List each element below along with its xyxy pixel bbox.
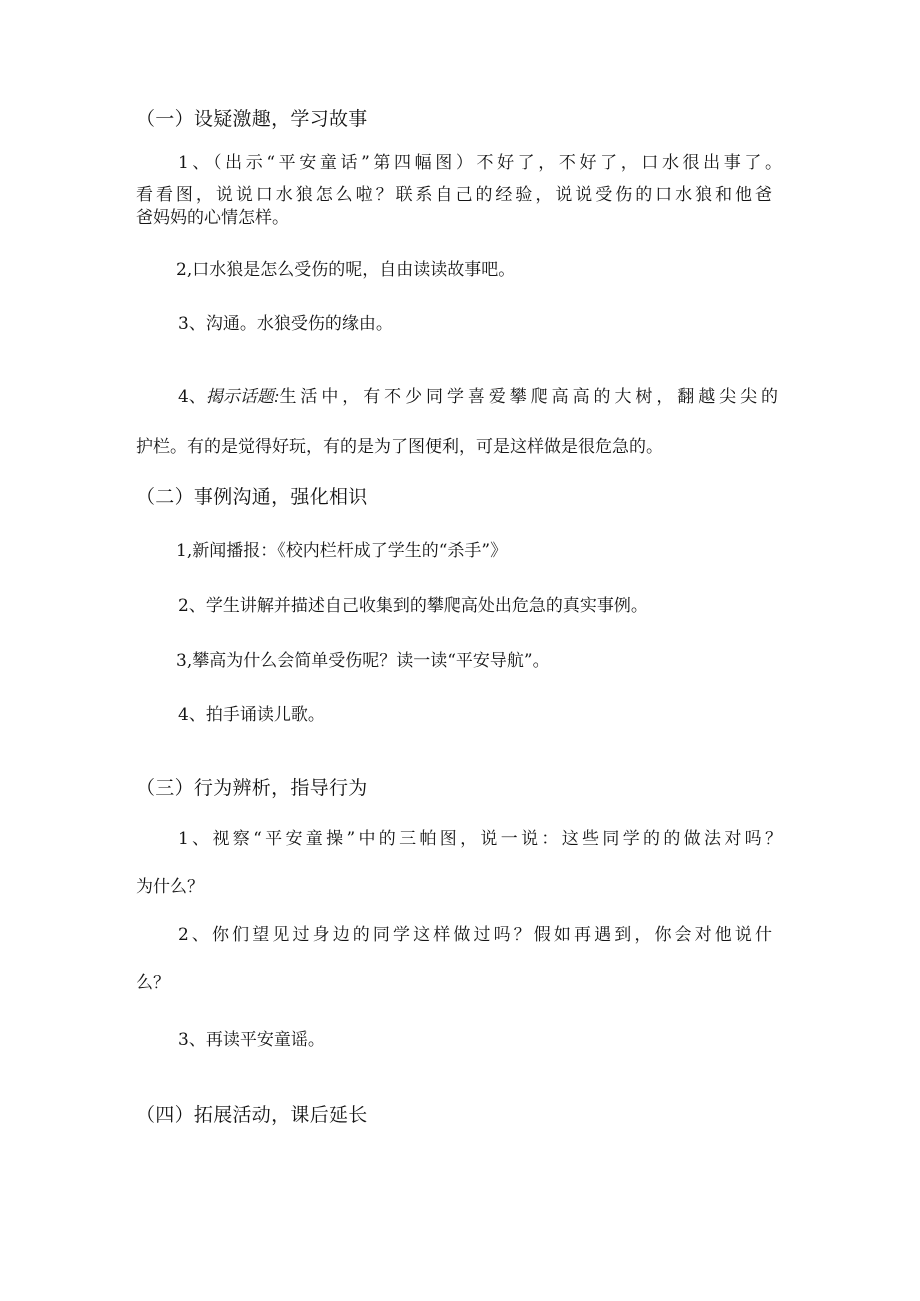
paragraph-line: 看看图，说说口水狼怎么啦？联系自己的经验，说说受伤的口水狼和他爸 [136,185,772,205]
section-heading-1: （一）设疑激趣，学习故事 [136,108,368,130]
paragraph-line: 么？ [136,973,170,993]
paragraph-line: 1、（出示“平安童话”第四幅图）不好了，不好了，口水很出事了。 [178,153,782,173]
paragraph-line: 3、沟通。水狼受伤的缘由。 [178,314,393,334]
paragraph-line: 1、视察“平安童操”中的三帕图，说一说：这些同学的的做法对吗？ [178,829,782,849]
topic-label: 揭示话题: [205,387,280,406]
paragraph-line: 2、你们望见过身边的同学这样做过吗？假如再遇到，你会对他说什 [178,925,772,945]
paragraph-line: 2,口水狼是怎么受伤的呢，自由读读故事吧。 [176,260,516,280]
section-heading-4: （四）拓展活动，课后延长 [136,1104,368,1126]
paragraph-line: 3,攀高为什么会简单受伤呢？读一读“平安导航”。 [176,651,550,671]
paragraph-line: 为什么？ [136,877,204,897]
item-prefix: 4、 [178,387,206,407]
paragraph-line: 2、学生讲解并描述自己收集到的攀爬高处出危急的真实事例。 [178,596,648,616]
paragraph-line: 1,新闻播报：《校内栏杆成了学生的“杀手”》 [176,541,508,561]
paragraph-line: 护栏。有的是觉得好玩，有的是为了图便利，可是这样做是很危急的。 [136,437,663,457]
section-heading-2: （二）事例沟通，强化相识 [136,486,368,508]
paragraph-line: 爸妈妈的心情怎样。 [136,208,289,228]
paragraph-line: 4、拍手诵读儿歌。 [178,705,325,725]
paragraph-line [178,387,778,407]
section-heading-3: （三）行为辨析，指导行为 [136,777,368,799]
topic-text: 生活中，有不少同学喜爱攀爬高高的大树，翻越尖尖的 [279,387,778,407]
paragraph-line: 3、再读平安童谣。 [178,1030,325,1050]
